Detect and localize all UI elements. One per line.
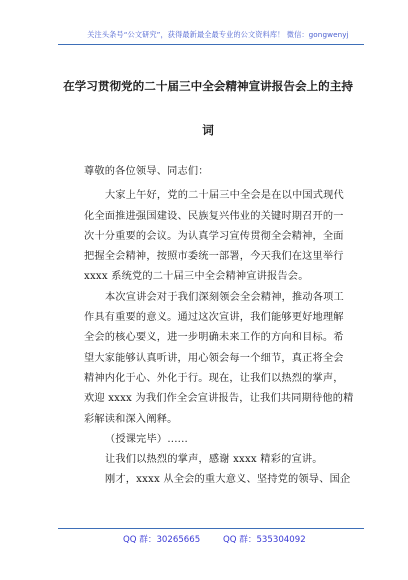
header-banner: 关注头条号“公文研究”，获得最新最全最专业的公文资料库！ 微信：gongwenyj [87, 30, 349, 39]
paragraph-line: 作具有重要的意义。通过这次宣讲，我们能够更好地理解 [84, 312, 344, 324]
paragraph-line: 本次宣讲会对于我们深刻领会全会精神，推动各项工 [105, 291, 344, 303]
paragraph-line: 刚才，xxxx 从全会的重大意义、坚持党的领导、国企 [105, 474, 351, 486]
paragraph-line: 次十分重要的会议。为认真学习宣传贯彻全会精神，全面 [84, 230, 344, 242]
paragraph-line: xxxx 系统党的二十届三中全会精神宣讲报告会。 [84, 271, 309, 283]
paragraph-line: 全会的核心要义，进一步明确未来工作的方向和目标。希 [84, 332, 344, 344]
paragraph-line: 彩解读和深入阐释。 [84, 413, 178, 425]
qq-group-2-text: QQ 群：535304092 [223, 535, 306, 545]
header-divider [58, 44, 364, 45]
paragraph-line: 把握全会精神，按照市委统一部署，今天我们在这里举行 [84, 251, 344, 263]
salutation-line: 尊敬的各位领导、同志们： [84, 166, 209, 177]
paragraph-line: 化全面推进强国建设、民族复兴伟业的关键时期召开的一 [84, 210, 344, 222]
paragraph-line: 精神内化于心、外化于行。现在，让我们以热烈的掌声， [84, 372, 344, 384]
stage-direction-line: （授课完毕）...... [105, 433, 188, 445]
document-title: 在学习贯彻党的二十届三中全会精神宣讲报告会上的主持 [63, 79, 353, 93]
paragraph-line: 让我们以热烈的掌声，感谢 xxxx 精彩的宣讲。 [105, 454, 323, 466]
paragraph-line: 大家上午好，党的二十届三中全会是在以中国式现代 [105, 190, 344, 202]
paragraph-line: 欢迎 xxxx 为我们作全会宣讲报告，让我们共同期待他的精 [84, 393, 354, 405]
document-body [84, 162, 364, 491]
qq-group-1-text: QQ 群：30265665 [123, 535, 201, 545]
footer-divider [58, 528, 364, 529]
paragraph-line: 望大家能够认真听讲，用心领会每一个细节，真正将全会 [84, 352, 344, 364]
document-title-continued: 词 [202, 123, 214, 137]
